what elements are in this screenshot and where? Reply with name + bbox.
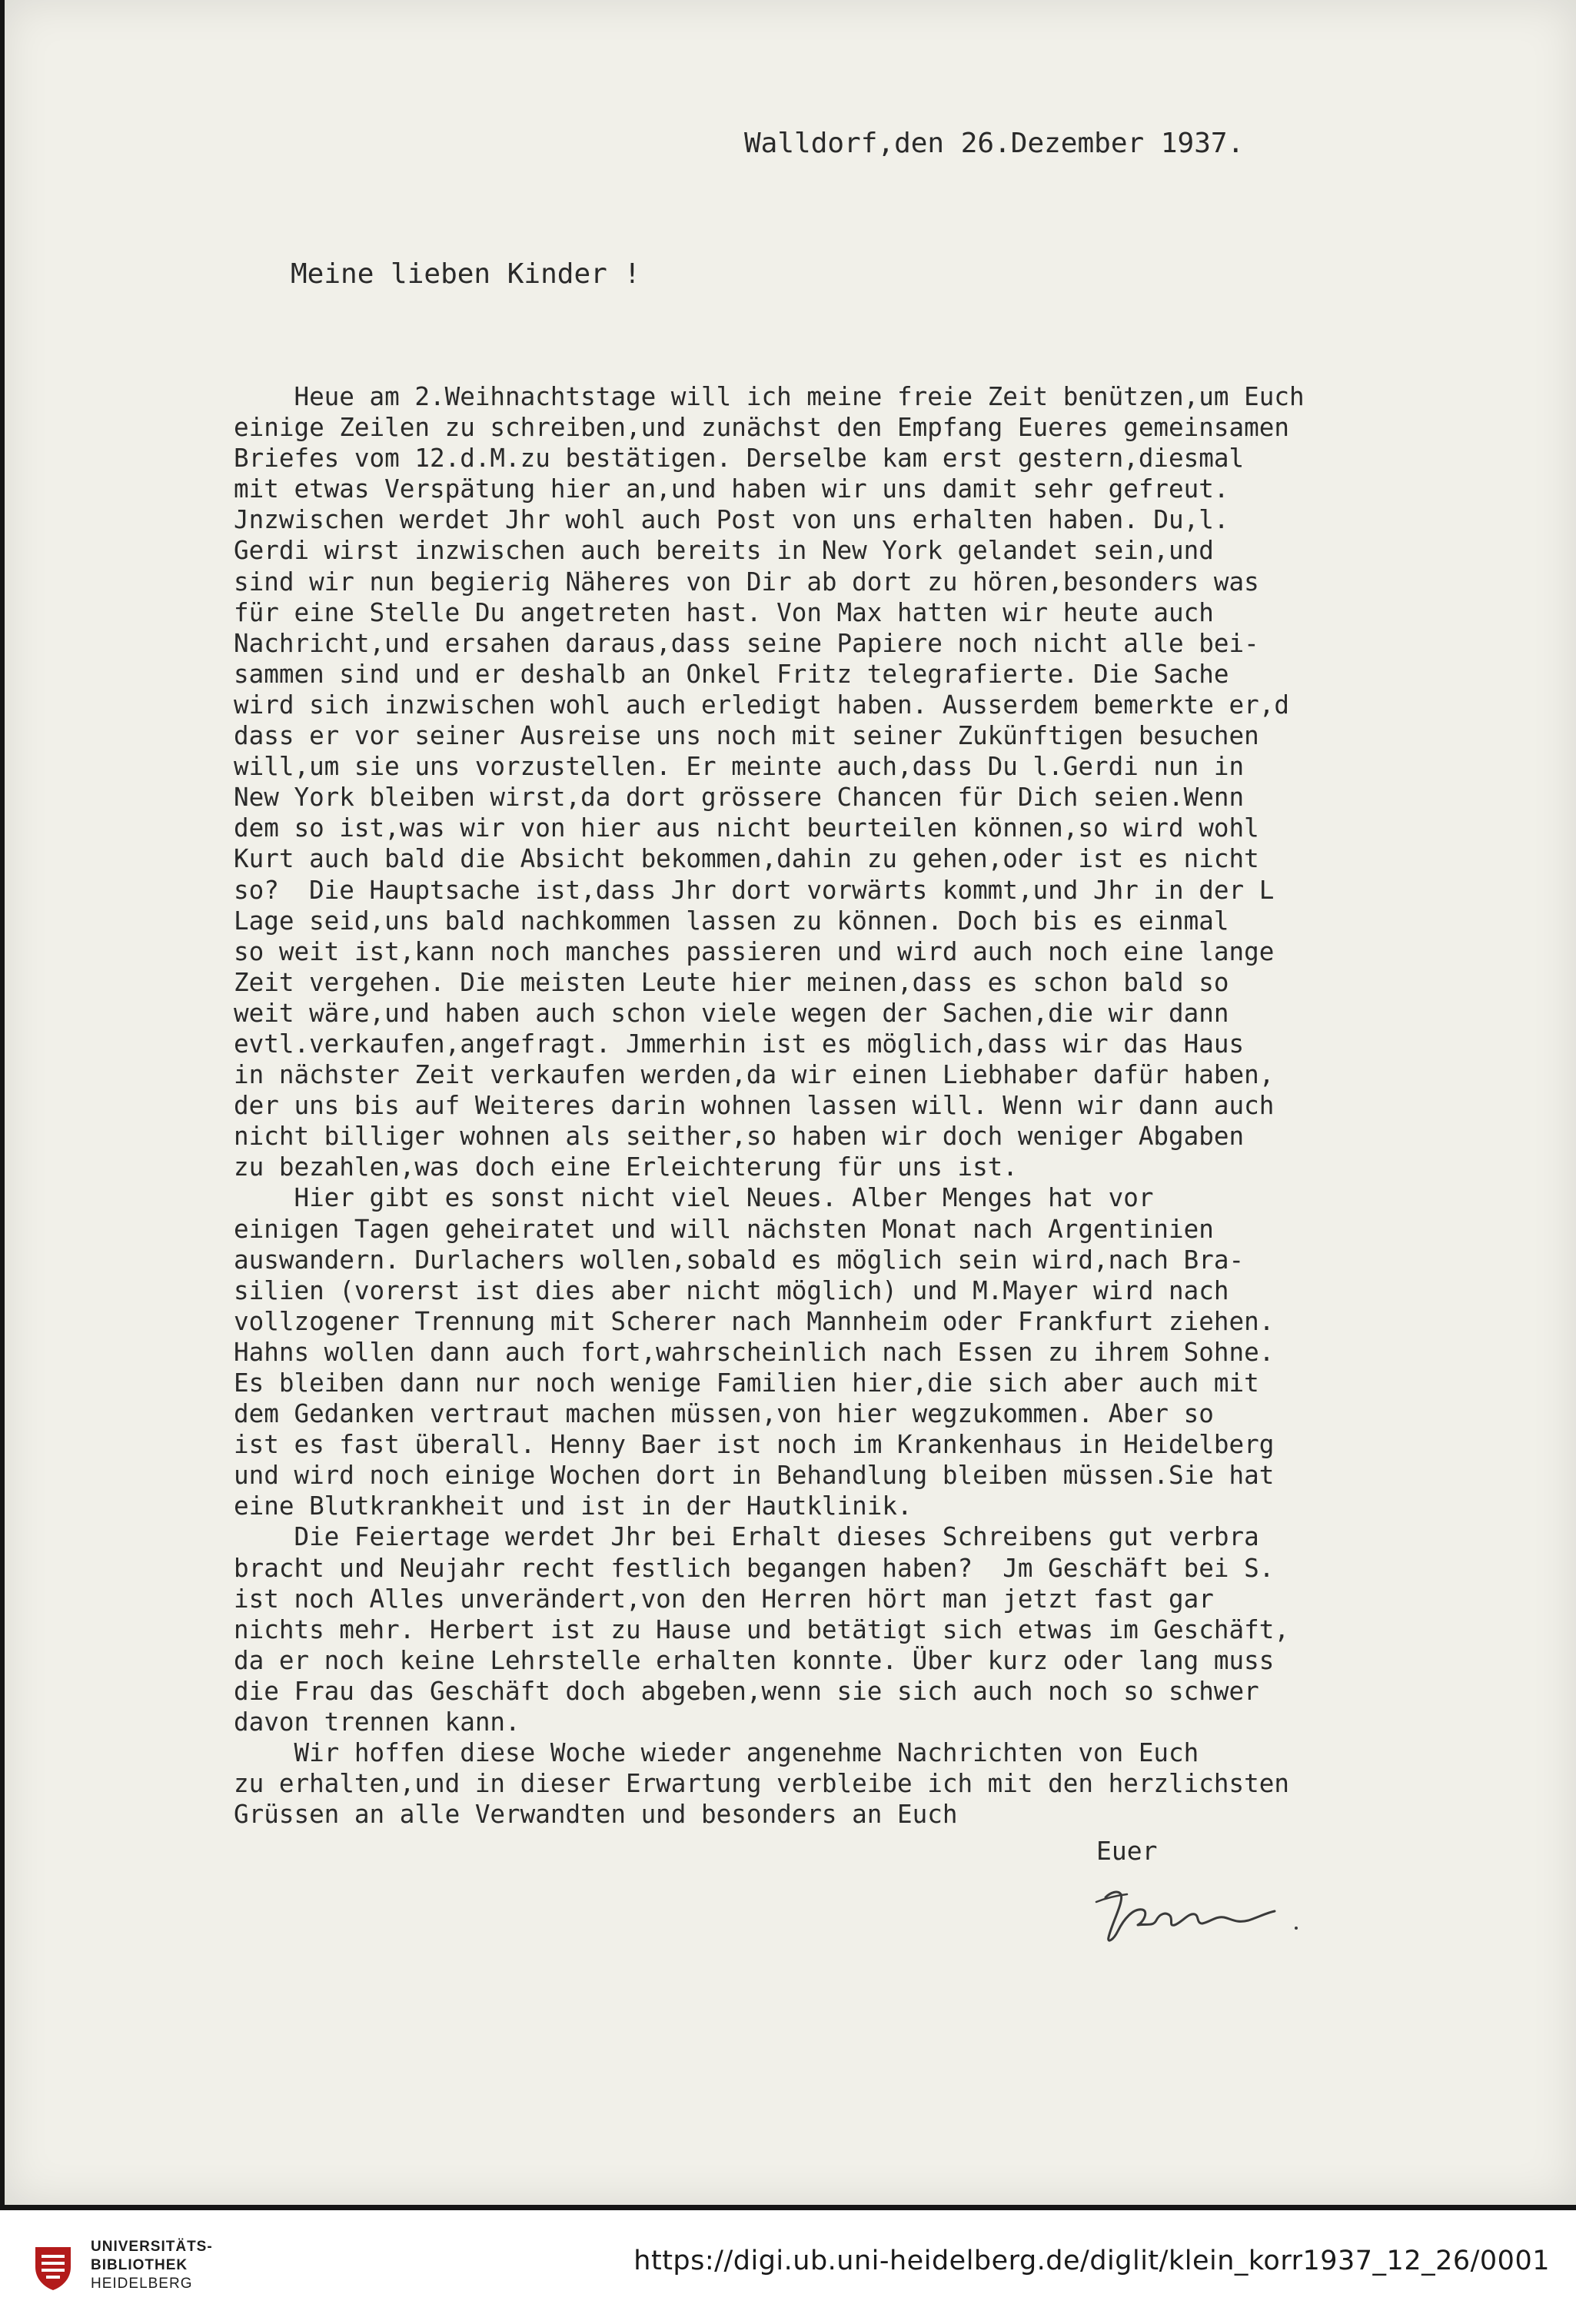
letter-line: dass er vor seiner Ausreise uns noch mit seiner Zukünftigen besuchen bbox=[234, 721, 1259, 751]
letter-body bbox=[234, 381, 1556, 1830]
letter-line: ist noch Alles unverändert,von den Herren hört man jetzt fast gar bbox=[234, 1584, 1214, 1614]
letter-line: ist es fast überall. Henny Baer ist noch im Krankenhaus in Heidelberg bbox=[234, 1430, 1275, 1460]
letter-line: will,um sie uns vorzustellen. Er meinte auch,dass Du l.Gerdi nun in bbox=[234, 752, 1245, 782]
letter-line: Grüssen an alle Verwandten und besonders an Euch bbox=[234, 1800, 958, 1830]
viewer-footer bbox=[0, 2210, 1576, 2324]
logo-line: BIBLIOTHEK bbox=[91, 2257, 188, 2273]
letter-line: eine Blutkrankheit und ist in der Hautklinik. bbox=[234, 1491, 913, 1521]
letter-line: da er noch keine Lehrstelle erhalten konnte. Über kurz oder lang muss bbox=[234, 1645, 1275, 1675]
document-url-link[interactable]: https://digi.ub.uni-heidelberg.de/diglit/klein_korr1937_12_26/0001 bbox=[633, 2246, 1550, 2276]
letter-line: dem so ist,was wir von hier aus nicht beurteilen können,so wird wohl bbox=[234, 813, 1259, 843]
letter-line: in nächster Zeit verkaufen werden,da wir einen Liebhaber dafür haben, bbox=[234, 1060, 1275, 1090]
letter-line: silien (vorerst ist dies aber nicht möglich) und M.Mayer wird nach bbox=[234, 1275, 1229, 1305]
letter-line: Hier gibt es sonst nicht viel Neues. Alber Menges hat vor bbox=[234, 1183, 1154, 1213]
letter-line: mit etwas Verspätung hier an,und haben wir uns damit sehr gefreut. bbox=[234, 474, 1229, 504]
letter-line: einige Zeilen zu schreiben,und zunächst den Empfang Eueres gemeinsamen bbox=[234, 413, 1289, 443]
signature-image bbox=[1073, 1864, 1304, 1956]
letter-closing: Euer bbox=[1096, 1836, 1158, 1866]
letter-line: auswandern. Durlachers wollen,sobald es möglich sein wird,nach Bra- bbox=[234, 1245, 1245, 1275]
letter-line: zu erhalten,und in dieser Erwartung verbleibe ich mit den herzlichsten bbox=[234, 1769, 1289, 1799]
letter-line: vollzogener Trennung mit Scherer nach Mannheim oder Frankfurt ziehen. bbox=[234, 1306, 1275, 1336]
letter-line: einigen Tagen geheiratet und will nächsten Monat nach Argentinien bbox=[234, 1214, 1214, 1244]
letter-line: der uns bis auf Weiteres darin wohnen lassen will. Wenn wir dann auch bbox=[234, 1091, 1275, 1121]
letter-line: dem Gedanken vertraut machen müssen,von hier wegzukommen. Aber so bbox=[234, 1399, 1214, 1429]
letter-line: Gerdi wirst inzwischen auch bereits in New York gelandet sein,und bbox=[234, 536, 1214, 566]
letter-line: Lage seid,uns bald nachkommen lassen zu können. Doch bis es einmal bbox=[234, 906, 1229, 936]
letter-line: Briefes vom 12.d.M.zu bestätigen. Derselbe kam erst gestern,diesmal bbox=[234, 444, 1245, 474]
letter-line: Zeit vergehen. Die meisten Leute hier meinen,dass es schon bald so bbox=[234, 967, 1229, 997]
university-library-seal-icon bbox=[31, 2241, 75, 2292]
letter-line: für eine Stelle Du angetreten hast. Von Max hatten wir heute auch bbox=[234, 597, 1214, 627]
letter-dateline: Walldorf,den 26.Dezember 1937. bbox=[744, 128, 1245, 159]
letter-line: so? Die Hauptsache ist,dass Jhr dort vorwärts kommt,und Jhr in der L bbox=[234, 875, 1275, 905]
letter-line: Die Feiertage werdet Jhr bei Erhalt dieses Schreibens gut verbra bbox=[234, 1522, 1259, 1552]
letter-line: New York bleiben wirst,da dort grössere Chancen für Dich seien.Wenn bbox=[234, 783, 1245, 813]
letter-line: sind wir nun begierig Näheres von Dir ab dort zu hören,besonders was bbox=[234, 567, 1259, 597]
letter-line: und wird noch einige Wochen dort in Behandlung bleiben müssen.Sie hat bbox=[234, 1461, 1275, 1491]
letter-line: Es bleiben dann nur noch wenige Familien hier,die sich aber auch mit bbox=[234, 1368, 1259, 1398]
letter-line: Nachricht,und ersahen daraus,dass seine Papiere noch nicht alle bei- bbox=[234, 628, 1259, 658]
logo-line: UNIVERSITÄTS- bbox=[91, 2239, 213, 2255]
letter-line: nichts mehr. Herbert ist zu Hause und betätigt sich etwas im Geschäft, bbox=[234, 1614, 1289, 1644]
logo-line: HEIDELBERG bbox=[91, 2276, 193, 2292]
letter-line: Wir hoffen diese Woche wieder angenehme Nachrichten von Euch bbox=[234, 1738, 1199, 1768]
letter-line: so weit ist,kann noch manches passieren und wird auch noch eine lange bbox=[234, 936, 1275, 966]
letter-line: Jnzwischen werdet Jhr wohl auch Post von uns erhalten haben. Du,l. bbox=[234, 505, 1229, 535]
letter-line: weit wäre,und haben auch schon viele wegen der Sachen,die wir dann bbox=[234, 998, 1229, 1028]
letter-line: davon trennen kann. bbox=[234, 1707, 520, 1737]
letter-line: evtl.verkaufen,angefragt. Jmmerhin ist es möglich,dass wir das Haus bbox=[234, 1029, 1245, 1059]
letter-line: nicht billiger wohnen als seither,so haben wir doch weniger Abgaben bbox=[234, 1122, 1245, 1152]
letter-page bbox=[5, 0, 1576, 2205]
letter-line: bracht und Neujahr recht festlich begangen haben? Jm Geschäft bei S. bbox=[234, 1553, 1275, 1583]
letter-line: Heue am 2.Weihnachtstage will ich meine freie Zeit benützen,um Euch bbox=[234, 382, 1305, 411]
letter-line: Kurt auch bald die Absicht bekommen,dahin zu gehen,oder ist es nicht bbox=[234, 844, 1259, 874]
letter-line: sammen sind und er deshalb an Onkel Fritz telegrafierte. Die Sache bbox=[234, 659, 1229, 689]
library-logo-text bbox=[91, 2238, 213, 2293]
letter-line: Hahns wollen dann auch fort,wahrscheinlich nach Essen zu ihrem Sohne. bbox=[234, 1337, 1275, 1367]
letter-line: wird sich inzwischen wohl auch erledigt haben. Ausserdem bemerkte er,d bbox=[234, 690, 1289, 720]
letter-salutation: Meine lieben Kinder ! bbox=[291, 258, 641, 290]
letter-line: zu bezahlen,was doch eine Erleichterung für uns ist. bbox=[234, 1152, 1018, 1182]
letter-line: die Frau das Geschäft doch abgeben,wenn sie sich auch noch so schwer bbox=[234, 1676, 1259, 1706]
